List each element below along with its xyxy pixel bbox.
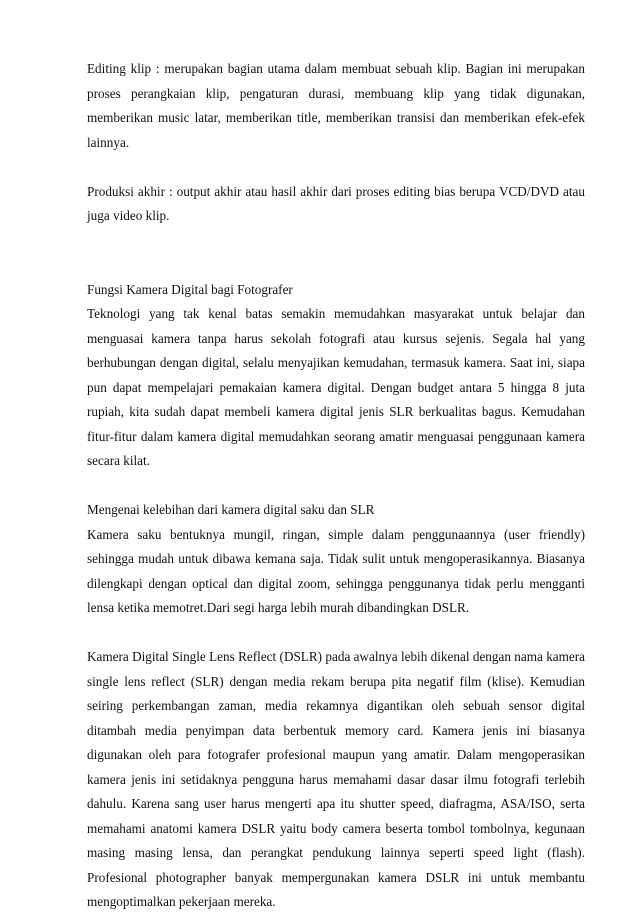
paragraph-dslr: Kamera Digital Single Lens Reflect (DSLR) pada awalnya lebih dikenal dengan nama kamera single lens reflect (SLR) dengan media rekam berupa pita negatif film (klise). Kemudian seiring perkembangan zaman, media rekamnya digantikan oleh sebuah sensor digital ditambah media penyimpan data berbentuk memory card. Kamera jenis ini biasanya digunakan oleh para fotografer profesional maupun yang amatir. Dalam mengoperasikan kamera jenis ini setidaknya pengguna harus memahami dasar dasar ilmu fotografi terlebih dahulu. Karena sang user harus mengerti apa itu shutter speed, diafragma, ASA/ISO, serta memahami anatomi kamera DSLR yaitu body camera beserta tombol tombolnya, kegunaan masing masing lensa, dan perangkat pendukung lainnya seperti speed light (flash). Profesional photographer banyak mempergunakan kamera DSLR ini untuk membantu mengoptimalkan pekerjaan mereka.	[87, 649, 585, 909]
paragraph-fungsi-kamera: Teknologi yang tak kenal batas semakin memudahkan masyarakat untuk belajar dan menguasai kamera tanpa harus sekolah fotografi atau kursus sejenis. Segala hal yang berhubungan dengan digital, selalu menyajikan kemudahan, termasuk kamera. Saat ini, siapa pun dapat mempelajari pemakaian kamera digital. Dengan budget antara 5 hingga 8 juta rupiah, kita sudah dapat membeli kamera digital jenis SLR berkualitas bagus. Kemudahan fitur-fitur dalam kamera digital memudahkan seorang amatir menguasai penggunaan kamera secara kilat.	[87, 306, 585, 468]
paragraph-editing-klip: Editing klip : merupakan bagian utama dalam membuat sebuah klip. Bagian ini merupakan proses perangkaian klip, pengaturan durasi, membuang klip yang tidak digunakan, memberikan music latar, memberikan title, memberikan transisi dan memberikan efek-efek lainnya.	[87, 61, 585, 150]
heading-kelebihan-kamera: Mengenai kelebihan dari kamera digital saku dan SLR	[87, 502, 375, 517]
paragraph-kelebihan-kamera: Kamera saku bentuknya mungil, ringan, simple dalam penggunaannya (user friendly) sehingga mudah untuk dibawa kemana saja. Tidak sulit untuk mengoperasikannya. Biasanya dilengkapi dengan optical dan digital zoom, sehingga penggunanya tidak perlu mengganti lensa ketika memotret.Dari segi harga lebih murah dibandingkan DSLR.	[87, 526, 585, 615]
document-page	[87, 57, 585, 915]
paragraph-produksi-akhir: Produksi akhir : output akhir atau hasil akhir dari proses editing bias berupa VCD/DVD atau juga video klip.	[87, 183, 585, 223]
heading-fungsi-kamera: Fungsi Kamera Digital bagi Fotografer	[87, 281, 293, 297]
